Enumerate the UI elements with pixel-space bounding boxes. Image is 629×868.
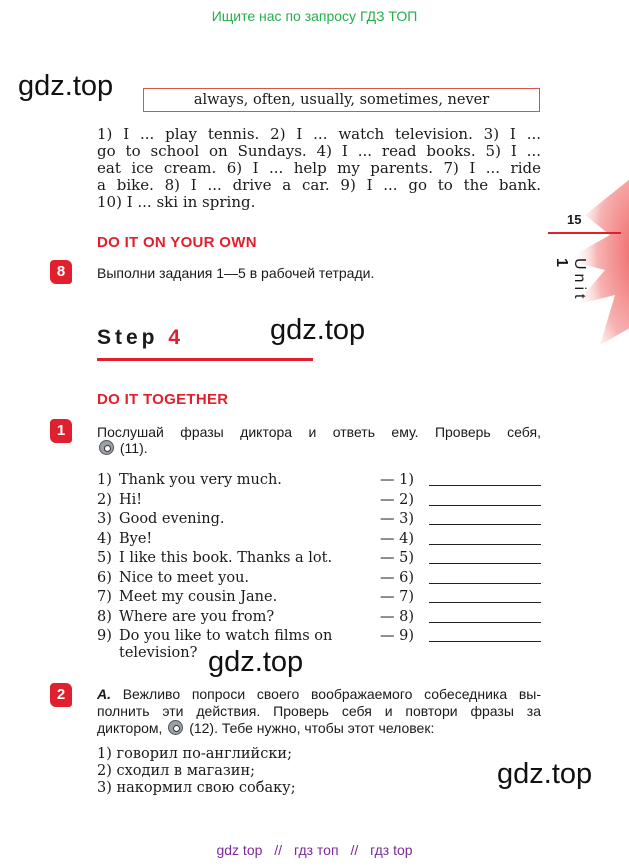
task-8-text: Выполни задания 1—5 в рабочей тетради. xyxy=(97,265,375,281)
task-2-line-2: полнить эти действия. Проверь себя и повтори фразы за xyxy=(97,703,541,719)
phrase-number: 6) xyxy=(97,569,112,586)
task-2-item: 1) говорил по-английски; xyxy=(97,746,292,762)
watermark: gdz.top xyxy=(18,70,114,102)
together-heading: DO IT TOGETHER xyxy=(97,391,229,408)
answer-blank[interactable] xyxy=(429,544,541,545)
task-8-badge: 8 xyxy=(50,260,72,284)
exercise-line: 10) I ... ski in spring. xyxy=(97,193,256,211)
footer-link[interactable]: gdz top xyxy=(216,842,263,858)
answer-blank[interactable] xyxy=(429,583,541,584)
step-underline xyxy=(97,358,313,361)
unit-number: 1 xyxy=(553,258,570,271)
unit-label xyxy=(552,258,588,302)
answer-blank[interactable] xyxy=(429,641,541,642)
phrase-9-continuation: television? xyxy=(119,645,198,661)
phrase-text: Where are you from? xyxy=(119,608,275,625)
audio-cd-icon[interactable] xyxy=(99,440,114,455)
footer-separator: // xyxy=(274,842,283,858)
answer-label: — 6) xyxy=(380,569,414,586)
answer-blank[interactable] xyxy=(429,524,541,525)
answer-blank[interactable] xyxy=(429,505,541,506)
answer-blank[interactable] xyxy=(429,602,541,603)
task-2-line-1 xyxy=(97,686,541,703)
phrase-text: Nice to meet you. xyxy=(119,569,250,586)
page-number: 15 xyxy=(567,212,582,227)
task-2-text-3a: диктором, xyxy=(97,720,163,736)
answer-label: — 4) xyxy=(380,530,414,547)
exercise-line: go to school on Sundays. 4) I ... read books. 5) I ... xyxy=(97,142,541,160)
task-2-text-1: Вежливо попроси своего воображаемого собеседника вы- xyxy=(122,686,541,702)
phrase-number: 4) xyxy=(97,530,112,547)
phrase-row xyxy=(97,588,542,607)
phrase-row xyxy=(97,569,542,588)
footer-separator: // xyxy=(350,842,359,858)
task-2-badge: 2 xyxy=(50,683,72,707)
phrase-text: Do you like to watch films on xyxy=(119,628,333,644)
phrase-row xyxy=(97,510,542,529)
phrase-row xyxy=(97,491,542,510)
phrase-number: 1) xyxy=(97,472,112,488)
frequency-word-box: always, often, usually, sometimes, never xyxy=(143,88,540,112)
task-2-item: 3) накормил свою собаку; xyxy=(97,780,296,796)
audio-cd-icon[interactable] xyxy=(168,720,183,735)
answer-label: — 3) xyxy=(380,511,414,527)
phrase-text: Thank you very much. xyxy=(119,472,282,488)
phrase-text: Hi! xyxy=(119,491,143,508)
phrase-row xyxy=(97,530,542,549)
task-1-badge: 1 xyxy=(50,419,72,443)
answer-blank[interactable] xyxy=(429,622,541,623)
answer-label: — 7) xyxy=(380,589,414,605)
phrase-row xyxy=(97,608,542,627)
answer-label: — 8) xyxy=(380,608,414,625)
phrase-text: Meet my cousin Jane. xyxy=(119,589,278,605)
task-2-item: 2) сходил в магазин; xyxy=(97,763,255,779)
phrase-row xyxy=(97,471,542,490)
watermark: gdz.top xyxy=(270,314,366,346)
phrase-row xyxy=(97,549,542,568)
step-number: 4 xyxy=(168,326,185,349)
answer-blank[interactable] xyxy=(429,563,541,564)
answer-label: — 1) xyxy=(380,472,414,488)
phrase-text: Good evening. xyxy=(119,511,225,527)
phrase-number: 2) xyxy=(97,491,112,508)
footer-link[interactable]: гдз top xyxy=(370,842,413,858)
watermark: gdz.top xyxy=(497,758,593,790)
phrase-number: 3) xyxy=(97,511,112,527)
phrase-text: I like this book. Thanks a lot. xyxy=(119,550,333,566)
page-number-rule xyxy=(548,232,621,234)
top-search-link[interactable]: Ищите нас по запросу ГДЗ ТОП xyxy=(211,8,418,24)
exercise-line: eat ice cream. 6) I ... help my parents. 7) I ... ride xyxy=(97,159,541,177)
exercise-line: a bike. 8) I ... drive a car. 9) I ... go to the bank. xyxy=(97,176,541,194)
phrase-number: 7) xyxy=(97,589,112,605)
watermark: gdz.top xyxy=(208,646,304,678)
phrase-number: 5) xyxy=(97,550,112,566)
phrase-number: 9) xyxy=(97,628,112,644)
footer-link[interactable]: гдз топ xyxy=(293,842,339,858)
phrase-number: 8) xyxy=(97,608,112,625)
step-word: Step xyxy=(97,326,159,349)
unit-word: Unit xyxy=(571,258,588,303)
exercise-line: 1) I ... play tennis. 2) I ... watch television. 3) I ... xyxy=(97,125,541,143)
answer-label: — 5) xyxy=(380,550,414,566)
task-2-label: A. xyxy=(97,686,111,702)
own-heading: DO IT ON YOUR OWN xyxy=(97,234,257,251)
task-2-text-3b: (12). Тебе нужно, чтобы этот человек: xyxy=(189,720,435,736)
task-2-line-3 xyxy=(97,720,434,737)
task-1-track-line xyxy=(97,440,148,457)
task-1-track: (11). xyxy=(119,440,148,456)
task-1-instruction: Послушай фразы диктора и ответь ему. Проверь себя, xyxy=(97,424,541,440)
answer-blank[interactable] xyxy=(429,485,541,486)
phrase-text: Bye! xyxy=(119,530,153,547)
footer-links xyxy=(0,842,629,858)
answer-label: — 2) xyxy=(380,491,414,508)
exercise-sentences xyxy=(97,126,541,211)
step-title xyxy=(97,326,184,350)
answer-label: — 9) xyxy=(380,628,414,644)
